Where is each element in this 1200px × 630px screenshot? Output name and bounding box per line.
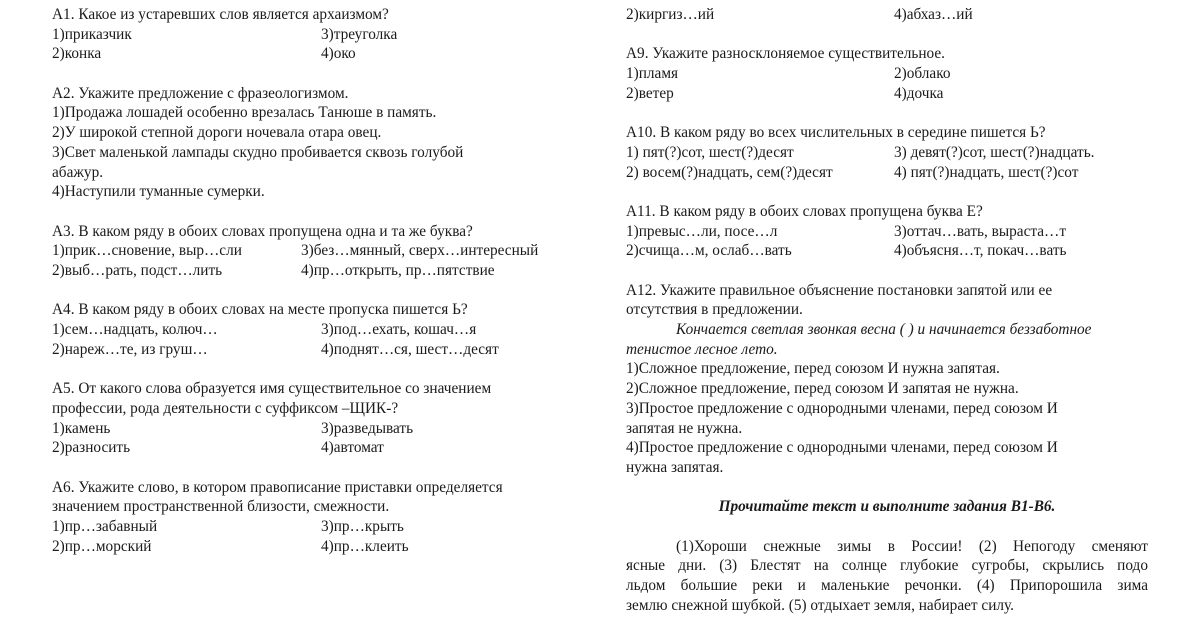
question-a9 bbox=[626, 44, 1148, 103]
option-4: 4) пят(?)надцать, шест(?)сот bbox=[894, 163, 1079, 181]
question-title: А11. В каком ряду в обоих словах пропущена буква Е? bbox=[626, 202, 983, 220]
option-3: 3)разведывать bbox=[321, 419, 414, 437]
option-4: 4)объясня…т, покач…вать bbox=[894, 242, 1067, 260]
text-line: льдом большие реки и маленькие речонки. (4) Припорошила зима bbox=[626, 577, 1148, 595]
option-2: 2)нареж…те, из груш… bbox=[52, 340, 208, 358]
option-3: 3)без…мянный, сверх…интересный bbox=[301, 242, 539, 260]
question-title: А1. Какое из устаревших слов является архаизмом? bbox=[52, 6, 389, 23]
question-title-continuation: отсутствия в предложении. bbox=[626, 301, 803, 319]
question-a11 bbox=[626, 202, 1148, 261]
example-sentence: Кончается светлая звонкая весна ( ) и начинается беззаботное bbox=[676, 321, 1092, 339]
option-2: 2)У широкой степной дороги ночевала отара овец. bbox=[52, 124, 382, 142]
option-3-continuation: запятая не нужна. bbox=[626, 419, 743, 437]
option-3: 3)пр…крыть bbox=[321, 518, 404, 536]
option-4: 4)дочка bbox=[894, 84, 944, 102]
option-2: 2)выб…рать, подст…лить bbox=[52, 262, 223, 280]
option-1: 1)приказчик bbox=[52, 25, 132, 43]
option-1: 1)пламя bbox=[626, 65, 679, 83]
question-a4 bbox=[52, 300, 592, 359]
option-3: 3)треуголка bbox=[321, 25, 398, 43]
question-a6 bbox=[52, 478, 592, 557]
option-4: 4)пр…клеить bbox=[321, 537, 409, 555]
question-a10 bbox=[626, 123, 1148, 182]
example-sentence-continuation: тенистое лесное лето. bbox=[626, 340, 778, 358]
option-2: 2)конка bbox=[52, 45, 102, 63]
question-title: А4. В каком ряду в обоих словах на месте пропуска пишется Ь? bbox=[52, 301, 468, 319]
left-column bbox=[52, 5, 592, 576]
question-a8-tail bbox=[626, 5, 1148, 25]
option-4: 4)Наступили туманные сумерки. bbox=[52, 183, 265, 201]
option-2: 2)пр…морский bbox=[52, 537, 152, 555]
option-3: 3)под…ехать, кошач…я bbox=[321, 321, 477, 339]
option-1: 1)сем…надцать, колюч… bbox=[52, 321, 218, 339]
question-title-continuation: значением пространственной близости, смежности. bbox=[52, 498, 390, 516]
section-heading: Прочитайте текст и выполните задания В1-В6. bbox=[718, 498, 1056, 516]
option-4: 4)Простое предложение с однородными членами, перед союзом И bbox=[626, 439, 1058, 457]
option-2: 2)киргиз…ий bbox=[626, 6, 715, 23]
question-title: А5. От какого слова образуется имя существительное со значением bbox=[52, 380, 492, 398]
option-1: 1)прик…сновение, выр…сли bbox=[52, 242, 242, 260]
question-a1 bbox=[52, 5, 592, 64]
option-3: 3)Простое предложение с однородными членами, перед союзом И bbox=[626, 399, 1058, 417]
option-3: 3)Свет маленькой лампады скудно пробивается сквозь голубой bbox=[52, 143, 464, 161]
option-2: 2)разносить bbox=[52, 439, 131, 457]
option-1: 1)Сложное предложение, перед союзом И нужна запятая. bbox=[626, 360, 1000, 378]
option-2: 2) восем(?)надцать, сем(?)десят bbox=[626, 163, 833, 181]
option-3-continuation: абажур. bbox=[52, 163, 104, 181]
option-3: 3) девят(?)сот, шест(?)надцать. bbox=[894, 143, 1095, 161]
question-title: А9. Укажите разносклоняемое существительное. bbox=[626, 45, 946, 63]
question-a5 bbox=[52, 379, 592, 458]
question-a2 bbox=[52, 84, 592, 202]
option-2-right: 2)облако bbox=[894, 65, 951, 83]
question-title: А10. В каком ряду во всех числительных в середине пишется Ь? bbox=[626, 124, 1046, 142]
option-1: 1)превыс…ли, посе…л bbox=[626, 222, 778, 240]
option-4: 4)абхаз…ий bbox=[894, 6, 973, 23]
question-a3 bbox=[52, 222, 592, 281]
option-2: 2)ветер bbox=[626, 84, 674, 102]
option-4: 4)око bbox=[321, 45, 356, 63]
text-line: ясные дни. (3) Блестят на солнце глубокие сугробы, скрылись подо bbox=[626, 557, 1148, 575]
text-line: (1)Хороши снежные зимы в России! (2) Непогоду сменяют bbox=[676, 537, 1148, 555]
question-a12 bbox=[626, 281, 1148, 478]
option-4: 4)поднят…ся, шест…десят bbox=[321, 340, 499, 358]
text-line: землю снежной шубкой. (5) отдыхает земля, набирает силу. bbox=[626, 596, 1014, 614]
option-1: 1) пят(?)сот, шест(?)десят bbox=[626, 143, 794, 161]
option-4: 4)пр…открыть, пр…пятствие bbox=[301, 262, 495, 280]
question-title-continuation: профессии, рода деятельности с суффиксом –ЩИК-? bbox=[52, 399, 399, 417]
option-2: 2)счища…м, ослаб…вать bbox=[626, 242, 792, 260]
reading-text bbox=[626, 537, 1148, 616]
option-1: 1)Продажа лошадей особенно врезалась Танюше в память. bbox=[52, 104, 437, 122]
right-column bbox=[626, 5, 1148, 616]
option-4: 4)автомат bbox=[321, 439, 384, 457]
option-1: 1)пр…забавный bbox=[52, 518, 158, 536]
question-title: А6. Укажите слово, в котором правописание приставки определяется bbox=[52, 478, 503, 496]
question-title: А12. Укажите правильное объяснение постановки запятой или ее bbox=[626, 281, 1053, 299]
option-1: 1)камень bbox=[52, 419, 111, 437]
question-title: А3. В каком ряду в обоих словах пропущена одна и та же буква? bbox=[52, 222, 473, 240]
option-2: 2)Сложное предложение, перед союзом И запятая не нужна. bbox=[626, 380, 1019, 398]
option-4-continuation: нужна запятая. bbox=[626, 459, 724, 476]
option-3: 3)оттач…вать, выраста…т bbox=[894, 222, 1067, 240]
question-title: А2. Укажите предложение с фразеологизмом. bbox=[52, 84, 349, 102]
